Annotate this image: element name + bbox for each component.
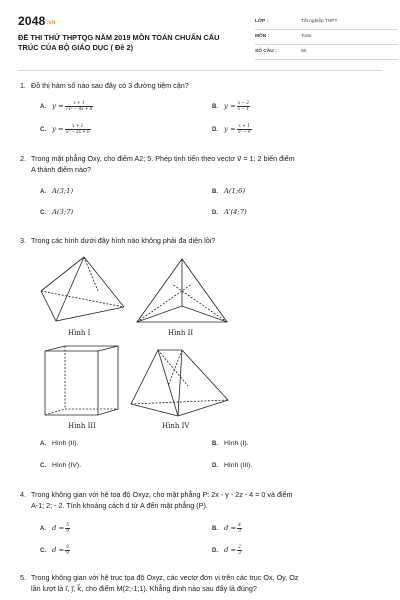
question-1	[20, 80, 382, 91]
header-divider	[18, 70, 382, 71]
option-c[interactable]	[40, 124, 91, 134]
option-b[interactable]	[212, 440, 249, 447]
option-text: A(3;7)	[52, 208, 74, 216]
option-label: A.	[40, 525, 46, 532]
option-b[interactable]	[212, 523, 242, 533]
meta-row-class	[255, 16, 398, 30]
exam-meta	[255, 16, 398, 61]
option-a[interactable]	[40, 101, 93, 111]
option-label: D.	[212, 463, 218, 469]
figure-hidden-edge	[41, 291, 124, 307]
question-number: 1.	[20, 81, 26, 90]
fraction-numerator: 4	[238, 522, 241, 527]
fraction-numerator: x + 1	[238, 123, 250, 128]
figure-hinh-1	[38, 253, 128, 327]
question-number: 2.	[20, 154, 26, 163]
option-label: B.	[212, 525, 218, 532]
figure-hidden-edge	[84, 257, 98, 291]
option-fraction	[237, 101, 250, 111]
figure-edge	[56, 257, 84, 321]
figure-hidden-edge	[158, 350, 188, 386]
option-text: A(3;1)	[52, 187, 74, 195]
figure-caption: Hình IV	[162, 422, 190, 430]
fraction-denominator: 3	[238, 549, 241, 555]
meta-row-subject	[255, 31, 398, 45]
question-number: 5.	[20, 573, 26, 582]
exam-title-line2: TRÚC CỦA BỘ GIÁO DỤC ( Đề 2)	[18, 43, 134, 52]
figure-edge	[45, 346, 118, 415]
option-prefix: d =	[224, 523, 237, 532]
option-prefix: y =	[52, 124, 64, 133]
question-5	[20, 572, 382, 594]
figure-hinh-2	[132, 256, 232, 328]
meta-label: LỚP :	[255, 19, 269, 24]
figure-hinh-3	[42, 343, 122, 419]
question-number: 3.	[20, 236, 26, 245]
fraction-denominator: 9	[66, 527, 69, 533]
option-label: B.	[212, 103, 218, 110]
option-text: A′(4;7)	[224, 208, 247, 216]
option-fraction	[65, 523, 70, 533]
option-label: C.	[40, 210, 46, 216]
option-prefix: d =	[224, 545, 237, 554]
option-label: A.	[40, 189, 46, 195]
option-fraction	[65, 124, 91, 134]
option-label: C.	[40, 126, 46, 133]
option-b[interactable]	[212, 187, 245, 195]
fraction-denominator: x² − 3x + 6	[65, 128, 90, 134]
fraction-denominator: x² − 9	[237, 128, 251, 134]
figure-caption: Hình II	[168, 329, 194, 337]
option-d[interactable]	[212, 462, 252, 469]
option-c[interactable]	[40, 208, 73, 216]
option-d[interactable]	[212, 545, 242, 555]
option-prefix: y =	[52, 101, 64, 110]
option-fraction	[65, 545, 70, 555]
question-text-line1: Trong không gian với hệ trục tọa độ Oxyz, các vectơ đơn vị trên các trục Ox, Oy, Oz	[31, 573, 299, 582]
figure-edge	[41, 291, 124, 321]
question-text: Trong các hình dưới đây hình nào không phải đa diện lồi?	[31, 236, 216, 245]
figure-hidden-edge	[137, 284, 192, 322]
fraction-numerator: x + 1	[65, 101, 94, 107]
fraction-numerator: x − 2	[237, 100, 249, 105]
exam-title	[18, 33, 243, 53]
figure-hidden-edge	[172, 284, 227, 322]
question-3	[20, 235, 382, 246]
figure-hidden-edge	[45, 409, 65, 415]
question-text-line1: Trong không gian với hệ toạ độ Oxyz, cho mặt phẳng P: 2x - y - 2z - 4 = 0 và điểm	[31, 490, 293, 499]
option-a[interactable]	[40, 523, 70, 533]
figure-edge	[158, 350, 178, 416]
option-label: C.	[40, 547, 46, 554]
meta-row-count	[255, 46, 398, 60]
fraction-numerator: 8	[66, 544, 69, 549]
option-b[interactable]	[212, 101, 250, 111]
site-logo[interactable]	[18, 14, 56, 28]
option-label: B.	[212, 441, 218, 447]
fraction-numerator: 2	[238, 544, 241, 549]
fraction-numerator: 5	[66, 522, 69, 527]
option-text: Hình (III).	[224, 462, 253, 469]
option-a[interactable]	[40, 440, 78, 447]
fraction-numerator: x + 1	[65, 124, 91, 130]
option-c[interactable]	[40, 545, 70, 555]
option-prefix: y =	[224, 124, 236, 133]
fraction-denominator: √x² − 4x + 8	[65, 105, 93, 111]
option-d[interactable]	[212, 124, 252, 134]
option-d[interactable]	[212, 208, 247, 216]
figure-caption: Hình I	[68, 329, 91, 337]
option-prefix: d =	[52, 523, 65, 532]
meta-value: Tốt nghiệp THPT	[301, 19, 338, 24]
question-text: Đồ thị hàm số nào sau đây có 3 đường tiệm cận?	[31, 81, 189, 90]
option-fraction	[237, 545, 242, 555]
option-fraction	[65, 101, 94, 111]
option-a[interactable]	[40, 187, 73, 195]
meta-value: Toán	[301, 34, 312, 39]
option-label: C.	[40, 463, 46, 469]
option-fraction	[237, 523, 242, 533]
figure-edge	[178, 350, 182, 416]
option-fraction	[237, 124, 252, 134]
option-prefix: d =	[52, 545, 65, 554]
figure-edge	[45, 346, 65, 351]
question-text-line2: A-1; 2; - 2. Tính khoảng cách d từ A đến mặt phẳng (P).	[31, 501, 208, 510]
figure-hinh-4	[128, 346, 232, 420]
logo-suffix: .vn	[46, 20, 56, 26]
meta-value: 50	[301, 49, 307, 54]
option-label: D.	[212, 547, 218, 554]
exam-title-line1: ĐỀ THI THỬ THPTQG NĂM 2019 MÔN TOÁN CHUẨN CẤU	[18, 33, 220, 42]
option-label: A.	[40, 441, 46, 447]
figure-edge	[131, 350, 228, 416]
figure-caption: Hình III	[68, 422, 96, 430]
option-label: D.	[212, 126, 218, 133]
figure-hidden-edge	[131, 400, 228, 404]
question-text-line1: Trong mặt phẳng Oxy, cho điểm A2; 5. Phép tịnh tiến theo vectơ v⃗ = 1; 2 biến điểm	[31, 154, 295, 163]
option-text: Hình (I).	[224, 440, 249, 447]
question-text-line2: A thành điểm nào?	[31, 165, 91, 174]
figure-edge	[84, 257, 124, 307]
question-text-line2: lần lượt là i⃗, j⃗, k⃗, cho điểm M(2;-1;1). Khẳng định nào sau đây là đúng?	[31, 584, 257, 593]
option-prefix: y =	[224, 101, 236, 110]
option-text: Hình (IV).	[52, 462, 82, 469]
meta-label: MÔN :	[255, 34, 270, 39]
option-label: B.	[212, 189, 218, 195]
fraction-denominator: 3	[238, 527, 241, 533]
figure-edge	[41, 257, 84, 291]
meta-label: SỐ CÂU :	[255, 49, 277, 54]
question-number: 4.	[20, 490, 26, 499]
fraction-denominator: 9	[66, 549, 69, 555]
option-c[interactable]	[40, 462, 81, 469]
question-4	[20, 489, 382, 511]
logo-text: 2048	[18, 14, 46, 28]
option-text: Hình (II).	[52, 440, 79, 447]
question-2	[20, 153, 382, 175]
option-label: A.	[40, 103, 46, 110]
option-label: D.	[212, 210, 218, 216]
fraction-denominator: x − 1	[237, 105, 249, 111]
option-text: A(1;6)	[224, 187, 246, 195]
exam-header	[18, 12, 382, 62]
